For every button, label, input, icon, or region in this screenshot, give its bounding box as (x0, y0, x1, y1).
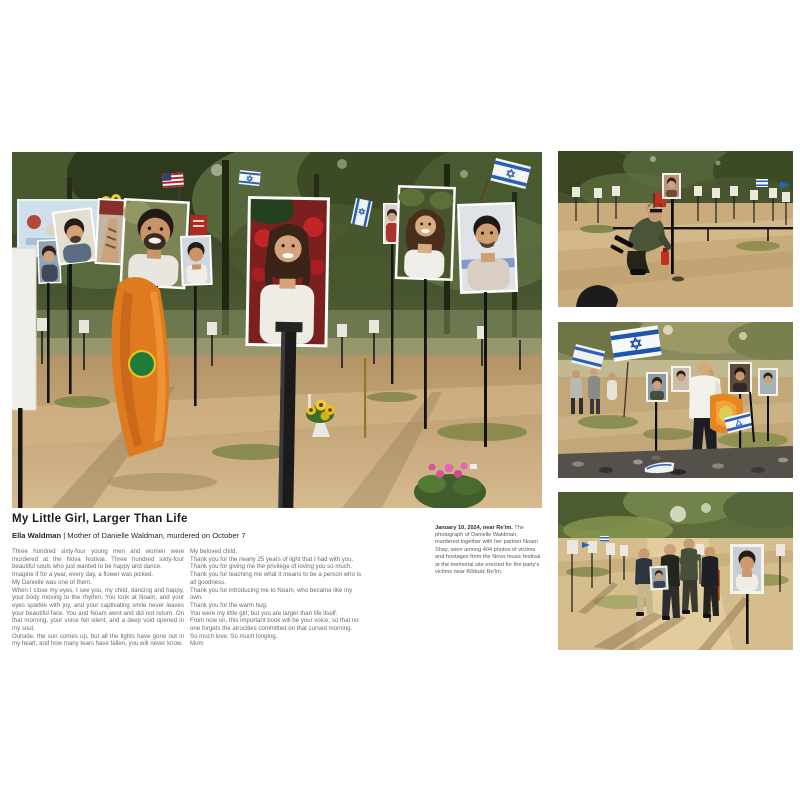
main-photo-scene (12, 152, 542, 508)
paragraph: Thank you for giving me the privilege of loving you so much. (190, 563, 352, 571)
side-photo-group (558, 492, 793, 650)
paragraph: Mom (190, 640, 204, 648)
paragraph: Thank you for the nearly 25 years of light that I had with you. (190, 555, 354, 563)
paragraph: My Danielle was one of them. (12, 578, 92, 586)
side-photo-mourner (558, 322, 793, 478)
held-portrait (649, 566, 668, 591)
main-photo (12, 152, 542, 508)
article-byline (12, 531, 392, 540)
caption-date: January 10, 2024, near Re'im. (435, 524, 513, 531)
paragraph: My beloved child, (190, 548, 238, 555)
paragraph: Thank you for the warm hug. (190, 601, 268, 609)
article-right-column (190, 548, 366, 648)
byline-name: Ella Waldman (12, 531, 62, 540)
byline-role: | Mother of Danielle Waldman, murdered on October 7 (61, 531, 246, 540)
paragraph: So much love. So much longing. (190, 632, 278, 640)
portrait-big-smiling-man (119, 198, 190, 289)
paragraph: Thank you for teaching me what it means to be a person who is all goodness. (190, 571, 362, 586)
paragraph: Three hundred sixty-four young men and women were murdered at the Nova festival. Three hundred sixty-four beautiful souls who just wanted to be happy and dance. (12, 548, 184, 571)
portrait-man-white-tank (180, 235, 213, 286)
side1-scene (558, 151, 793, 307)
red-memorial-sign (190, 215, 207, 238)
paragraph: Outside, the sun comes up, but all the lights have gone out in my heart, and how many tears have fallen, you will never know. (12, 632, 184, 648)
paragraph: You were my little girl, but you are larger than life itself. (190, 609, 338, 617)
paragraph: Thank you for introducing me to Noam, who became like my own. (190, 586, 353, 602)
side2-scene (558, 322, 793, 478)
side-photo-soldier (558, 151, 793, 307)
photo-caption (435, 525, 543, 577)
paragraph: When I close my eyes, I see you, my child, dancing and happy, your body moving to the rhythm. You look at Noam, and your eyes sparkle with joy, and your captivating smile never leaves your beautiful face. You and Noam went and did not return. On that morning, your voice fell silent, and a deep void opened in my soul. (12, 586, 184, 633)
portrait-curly-woman (395, 185, 456, 281)
caption-text: The photograph of Danielle Waldman, murdered together with her partner Noam Shay, seen among 404 photos of victims and hostages from the Nova music festival at the memorial site erected for the party's victims near Kibbutz Re'im. (435, 524, 541, 576)
paragraph: From now on, this important book will be your voice, so that no one forgets the atrocities committed on that cursed morning. (190, 617, 359, 633)
side3-scene (558, 492, 793, 650)
portrait-young-man-right (457, 202, 518, 294)
article-left-column (12, 548, 184, 648)
portrait-tilted-man (52, 207, 98, 265)
paragraph: Imagine if for a year, every day, a flower was picked. (12, 571, 154, 579)
israeli-flag-small (239, 170, 261, 186)
article-title: My Little Girl, Larger Than Life (12, 513, 188, 525)
